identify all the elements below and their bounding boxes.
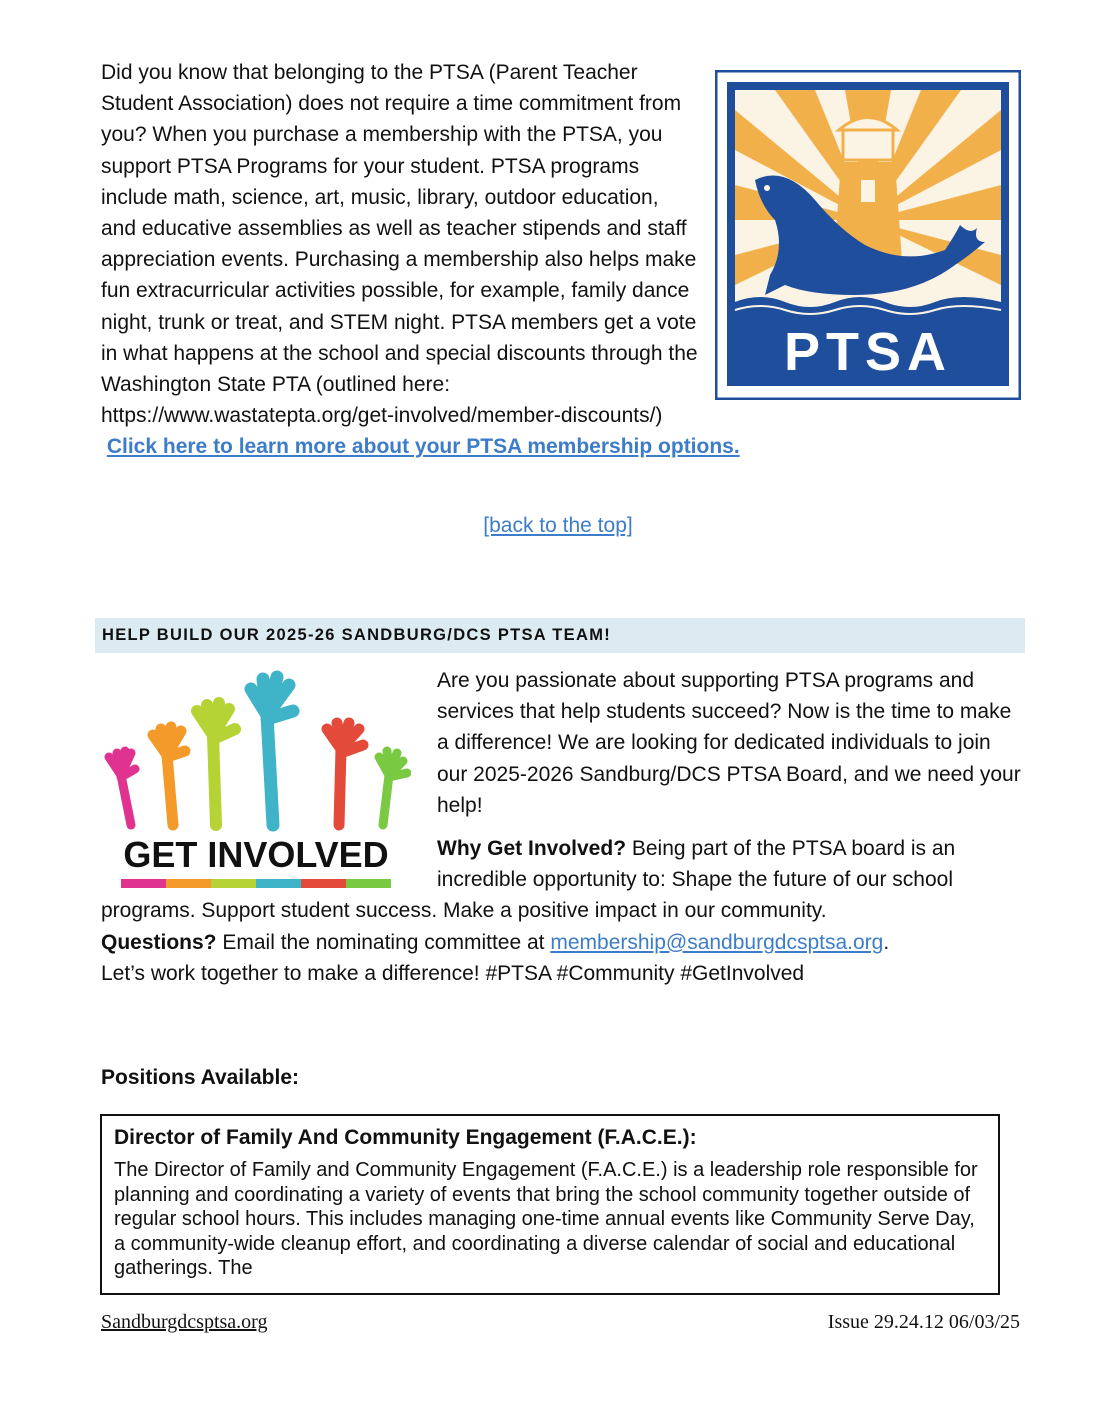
closing-text: Let’s work together to make a difference! #PTSA #Community #GetInvolved	[101, 961, 805, 985]
get-involved-image-text: GET INVOLVED	[123, 834, 389, 875]
logo-text: PTSA	[783, 322, 953, 382]
questions-text: Email the nominating committee at	[216, 930, 551, 954]
back-to-top-row	[0, 514, 1116, 538]
position-title: Director of Family And Community Engagement (F.A.C.E.):	[114, 1126, 697, 1149]
why-text: Being part of the PTSA board is an incredible opportunity to: Shape the future of our school programs. Support student success. Make a positive impact in our community.	[101, 837, 956, 923]
ptsa-logo	[715, 70, 1021, 400]
why-label: Why Get Involved?	[437, 837, 627, 861]
position-description: The Director of Family and Community Engagement (F.A.C.E.) is a leadership role responsible for planning and coordinating a variety of events that bring the school community together outside of regular school hours. This includes managing one-time annual events like Community Serve Day, a community-wide cleanup effort, and coordinating a diverse calendar of social and educational gatherings. The	[114, 1159, 978, 1279]
email-link[interactable]: membership@sandburgdcsptsa.org	[550, 930, 884, 954]
questions-label: Questions?	[101, 930, 217, 954]
get-involved-image	[101, 665, 411, 893]
section-banner	[95, 618, 1025, 653]
section-title: HELP BUILD OUR 2025-26 SANDBURG/DCS PTSA TEAM!	[102, 626, 612, 644]
email-period: .	[883, 930, 890, 954]
footer-site-link[interactable]: Sandburgdcsptsa.org	[101, 1311, 268, 1333]
footer-issue: Issue 29.24.12 06/03/25	[827, 1311, 1020, 1333]
get-involved-section	[101, 665, 1021, 989]
positions-heading: Positions Available:	[101, 1066, 299, 1089]
position-box	[100, 1114, 1000, 1295]
get-involved-intro: Are you passionate about supporting PTSA programs and services that help students succeed? Now is the time to make a difference! We are looking for dedicated individuals to join our 2025-2026 Sandburg/DCS PTSA Board, and we need your help!	[437, 669, 1021, 817]
intro-text: Did you know that belonging to the PTSA (Parent Teacher Student Association) does not require a time commitment from you? When you purchase a membership with the PTSA, you support PTSA Programs for your student. PTSA programs include math, science, art, music, library, outdoor education, and educative assemblies as well as teacher stipends and staff appreciation events. Purchasing a membership also helps make fun extracurricular activities possible, for example, family dance night, trunk or treat, and STEM night. PTSA members get a vote in what happens at the school and special discounts through the Washington State PTA (outlined here: https://www.wastatepta.org/get-involved/member-discounts/)	[101, 61, 698, 428]
back-to-top-link[interactable]: [back to the top]	[483, 514, 633, 537]
membership-options-link[interactable]: Click here to learn more about your PTSA membership options.	[106, 435, 740, 459]
intro-section	[101, 57, 1021, 463]
